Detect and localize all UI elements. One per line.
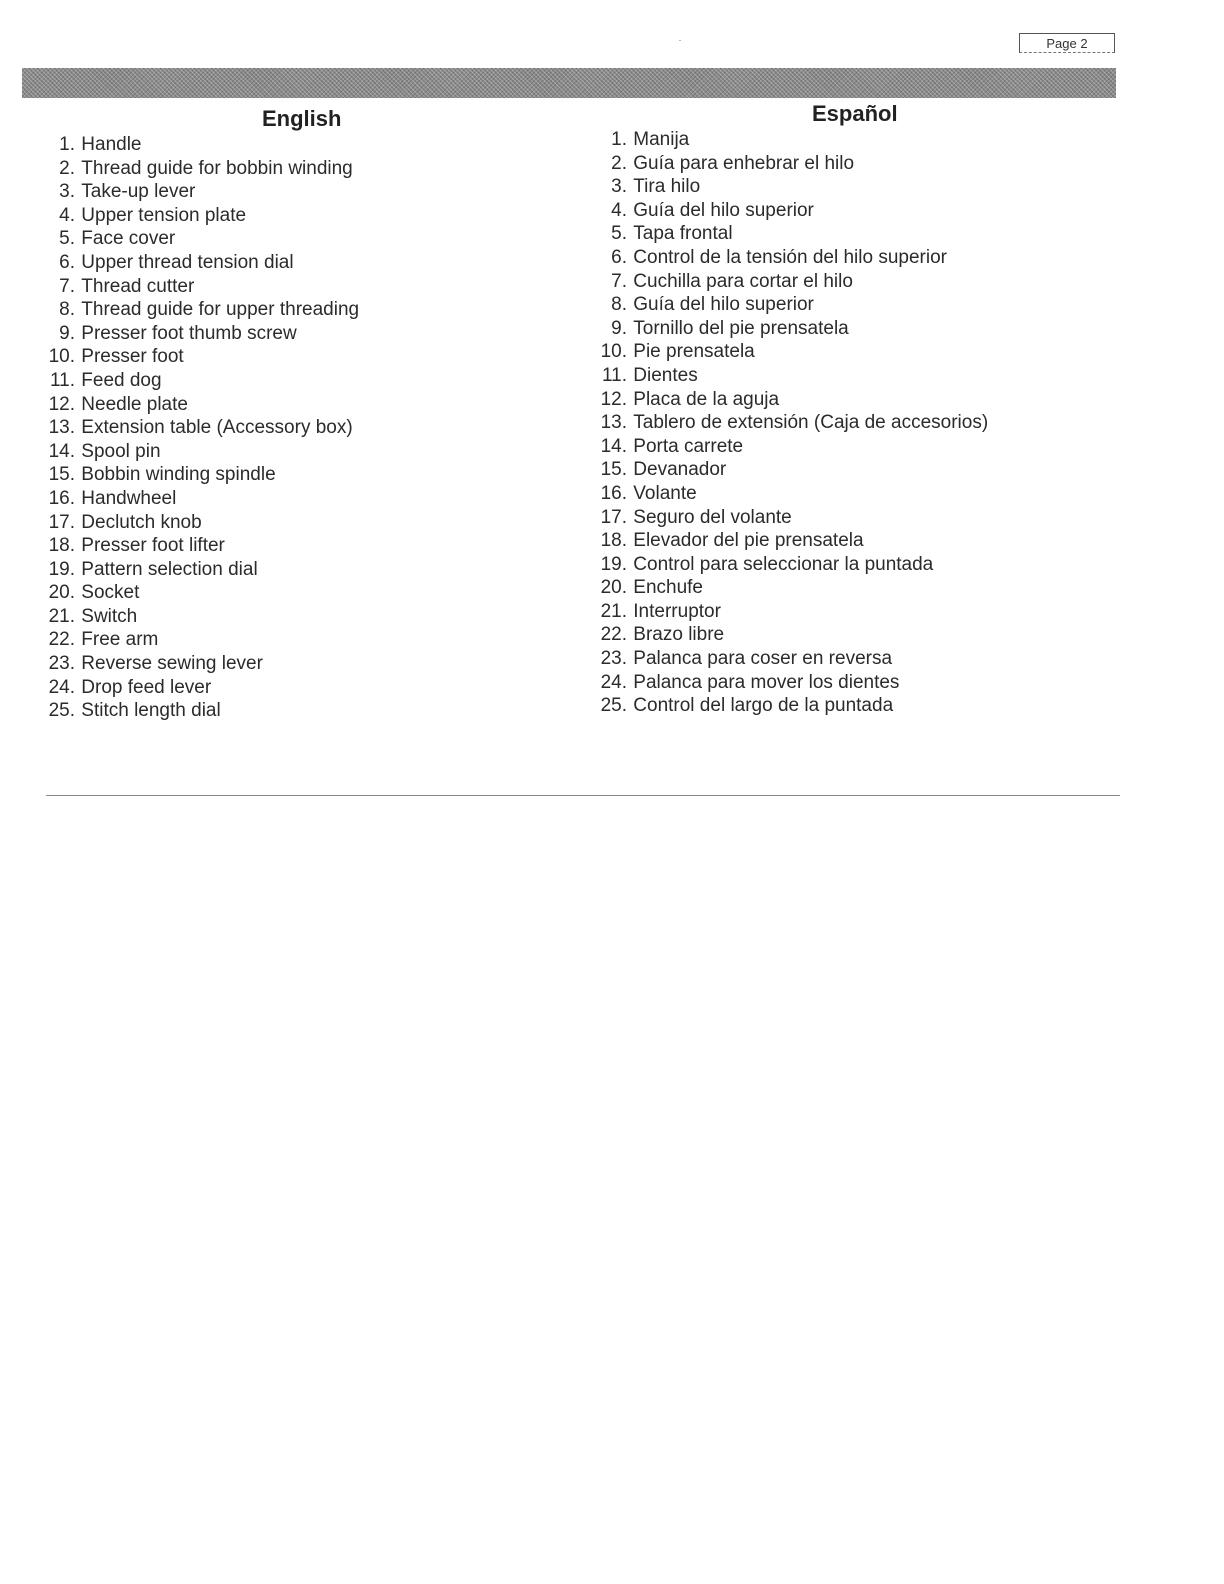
- item-number: 14.: [48, 440, 75, 462]
- list-item: [42, 133, 359, 157]
- item-label: Manija: [633, 129, 690, 150]
- list-item: [594, 458, 988, 482]
- item-label: Porta carrete: [633, 435, 744, 457]
- list-item: [42, 581, 359, 605]
- item-label: Palanca para coser en reversa: [633, 648, 893, 670]
- item-number: 24.: [48, 676, 75, 698]
- item-number: 15.: [600, 459, 627, 481]
- item-number: 12.: [48, 393, 75, 415]
- item-number: 6.: [59, 251, 75, 273]
- list-item: [42, 699, 359, 723]
- item-number: 6.: [611, 246, 627, 268]
- item-number: 5.: [611, 223, 627, 245]
- item-label: Feed dog: [81, 369, 162, 391]
- item-number: 10.: [48, 346, 75, 368]
- item-label: Spool pin: [81, 440, 161, 462]
- list-item: [594, 222, 988, 246]
- item-number: 20.: [48, 582, 75, 604]
- item-number: 13.: [600, 412, 627, 434]
- item-label: Volante: [633, 482, 697, 504]
- item-label: Pattern selection dial: [81, 558, 258, 580]
- list-item: [594, 694, 988, 718]
- item-label: Socket: [81, 582, 140, 604]
- item-number: 12.: [600, 388, 627, 410]
- list-item: [42, 180, 359, 204]
- item-label: Handle: [81, 134, 142, 155]
- item-number: 4.: [611, 199, 627, 221]
- item-label: Free arm: [81, 629, 159, 651]
- item-label: Tornillo del pie prensatela: [633, 317, 849, 339]
- spanish-parts-list: [594, 128, 988, 718]
- list-item: [594, 270, 988, 294]
- item-label: Thread cutter: [81, 275, 195, 297]
- item-number: 18.: [600, 530, 627, 552]
- item-number: 2.: [611, 152, 627, 174]
- item-label: Guía del hilo superior: [633, 294, 814, 316]
- item-number: 16.: [600, 482, 627, 504]
- item-label: Reverse sewing lever: [81, 653, 263, 675]
- item-number: 9.: [59, 322, 75, 344]
- list-item: [594, 553, 988, 577]
- item-number: 11.: [49, 369, 75, 391]
- list-item: [594, 623, 988, 647]
- item-label: Thread guide for bobbin winding: [81, 157, 353, 179]
- list-item: [594, 529, 988, 553]
- header-banner: [22, 68, 1116, 98]
- item-number: 7.: [59, 275, 75, 297]
- item-label: Needle plate: [81, 393, 188, 415]
- item-number: 19.: [48, 558, 75, 580]
- item-label: Presser foot lifter: [81, 535, 225, 557]
- list-item: [594, 435, 988, 459]
- item-number: 21.: [600, 600, 627, 622]
- item-label: Guía para enhebrar el hilo: [633, 152, 855, 174]
- item-label: Brazo libre: [633, 624, 725, 646]
- list-item: [594, 317, 988, 341]
- list-item: [594, 506, 988, 530]
- item-number: 17.: [48, 511, 75, 533]
- item-label: Thread guide for upper threading: [81, 299, 360, 321]
- item-label: Placa de la aguja: [633, 388, 780, 410]
- list-item: [594, 293, 988, 317]
- item-number: 17.: [600, 506, 627, 528]
- item-label: Upper thread tension dial: [81, 251, 294, 273]
- item-label: Control del largo de la puntada: [633, 695, 894, 717]
- item-label: Guía del hilo superior: [633, 199, 814, 221]
- item-number: 1.: [59, 134, 75, 155]
- item-number: 15.: [48, 464, 75, 486]
- list-item: [42, 628, 359, 652]
- page-number-label: Page 2: [1019, 33, 1115, 53]
- bottom-divider: [46, 795, 1120, 796]
- list-item: [42, 393, 359, 417]
- item-number: 21.: [48, 605, 75, 627]
- item-label: Devanador: [633, 459, 727, 481]
- list-item: [594, 600, 988, 624]
- item-number: 25.: [600, 695, 627, 717]
- list-item: [42, 652, 359, 676]
- list-item: [594, 199, 988, 223]
- list-item: [42, 322, 359, 346]
- item-label: Palanca para mover los dientes: [633, 671, 900, 693]
- item-label: Control de la tensión del hilo superior: [633, 246, 947, 268]
- list-item: [594, 364, 988, 388]
- item-number: 25.: [48, 700, 75, 722]
- list-item: [42, 251, 359, 275]
- list-item: [42, 440, 359, 464]
- item-label: Cuchilla para cortar el hilo: [633, 270, 853, 292]
- item-label: Seguro del volante: [633, 506, 792, 528]
- item-label: Dientes: [633, 364, 698, 386]
- item-label: Control para seleccionar la puntada: [633, 553, 934, 575]
- list-item: [42, 534, 359, 558]
- item-label: Presser foot thumb screw: [81, 322, 297, 344]
- item-number: 7.: [611, 270, 627, 292]
- item-number: 18.: [48, 535, 75, 557]
- item-number: 16.: [48, 487, 75, 509]
- item-number: 23.: [600, 648, 627, 670]
- item-number: 22.: [600, 624, 627, 646]
- item-label: Enchufe: [633, 577, 704, 599]
- list-item: [594, 576, 988, 600]
- item-label: Take-up lever: [81, 181, 196, 203]
- item-label: Pie prensatela: [633, 341, 755, 363]
- item-label: Bobbin winding spindle: [81, 464, 276, 486]
- list-item: [42, 676, 359, 700]
- item-number: 11.: [601, 364, 627, 386]
- item-number: 24.: [600, 671, 627, 693]
- item-number: 1.: [611, 129, 627, 150]
- item-number: 4.: [59, 204, 75, 226]
- item-number: 10.: [600, 341, 627, 363]
- item-label: Switch: [81, 605, 138, 627]
- english-heading: English: [262, 106, 342, 131]
- list-item: [594, 647, 988, 671]
- list-item: [42, 463, 359, 487]
- list-item: [594, 340, 988, 364]
- item-label: Handwheel: [81, 487, 177, 509]
- list-item: [42, 227, 359, 251]
- list-item: [42, 416, 359, 440]
- list-item: [42, 275, 359, 299]
- item-number: 14.: [600, 435, 627, 457]
- list-item: [594, 388, 988, 412]
- item-label: Upper tension plate: [81, 204, 247, 226]
- list-item: [42, 157, 359, 181]
- item-number: 19.: [600, 553, 627, 575]
- scan-speck: [679, 40, 681, 41]
- list-item: [42, 369, 359, 393]
- item-number: 8.: [59, 299, 75, 321]
- item-number: 20.: [600, 577, 627, 599]
- list-item: [42, 605, 359, 629]
- item-label: Elevador del pie prensatela: [633, 530, 864, 552]
- item-number: 3.: [611, 176, 627, 198]
- item-number: 5.: [59, 228, 75, 250]
- english-parts-list: [42, 133, 359, 723]
- list-item: [594, 482, 988, 506]
- item-number: 22.: [48, 629, 75, 651]
- list-item: [594, 128, 988, 152]
- list-item: [42, 511, 359, 535]
- item-label: Extension table (Accessory box): [81, 417, 353, 439]
- list-item: [594, 152, 988, 176]
- item-number: 2.: [59, 157, 75, 179]
- item-number: 23.: [48, 653, 75, 675]
- item-label: Presser foot: [81, 346, 184, 368]
- list-item: [42, 487, 359, 511]
- list-item: [594, 246, 988, 270]
- item-label: Drop feed lever: [81, 676, 212, 698]
- list-item: [42, 298, 359, 322]
- item-number: 13.: [48, 417, 75, 439]
- item-number: 3.: [59, 181, 75, 203]
- item-label: Tablero de extensión (Caja de accesorios): [633, 412, 989, 434]
- item-label: Face cover: [81, 228, 176, 250]
- list-item: [594, 175, 988, 199]
- item-label: Tapa frontal: [633, 223, 733, 245]
- list-item: [594, 411, 988, 435]
- list-item: [42, 204, 359, 228]
- item-label: Stitch length dial: [81, 700, 221, 722]
- item-number: 9.: [611, 317, 627, 339]
- list-item: [42, 558, 359, 582]
- item-label: Declutch knob: [81, 511, 202, 533]
- list-item: [594, 671, 988, 695]
- spanish-heading: Español: [812, 101, 898, 126]
- item-label: Tira hilo: [633, 176, 701, 198]
- item-label: Interruptor: [633, 600, 721, 622]
- list-item: [42, 345, 359, 369]
- item-number: 8.: [611, 294, 627, 316]
